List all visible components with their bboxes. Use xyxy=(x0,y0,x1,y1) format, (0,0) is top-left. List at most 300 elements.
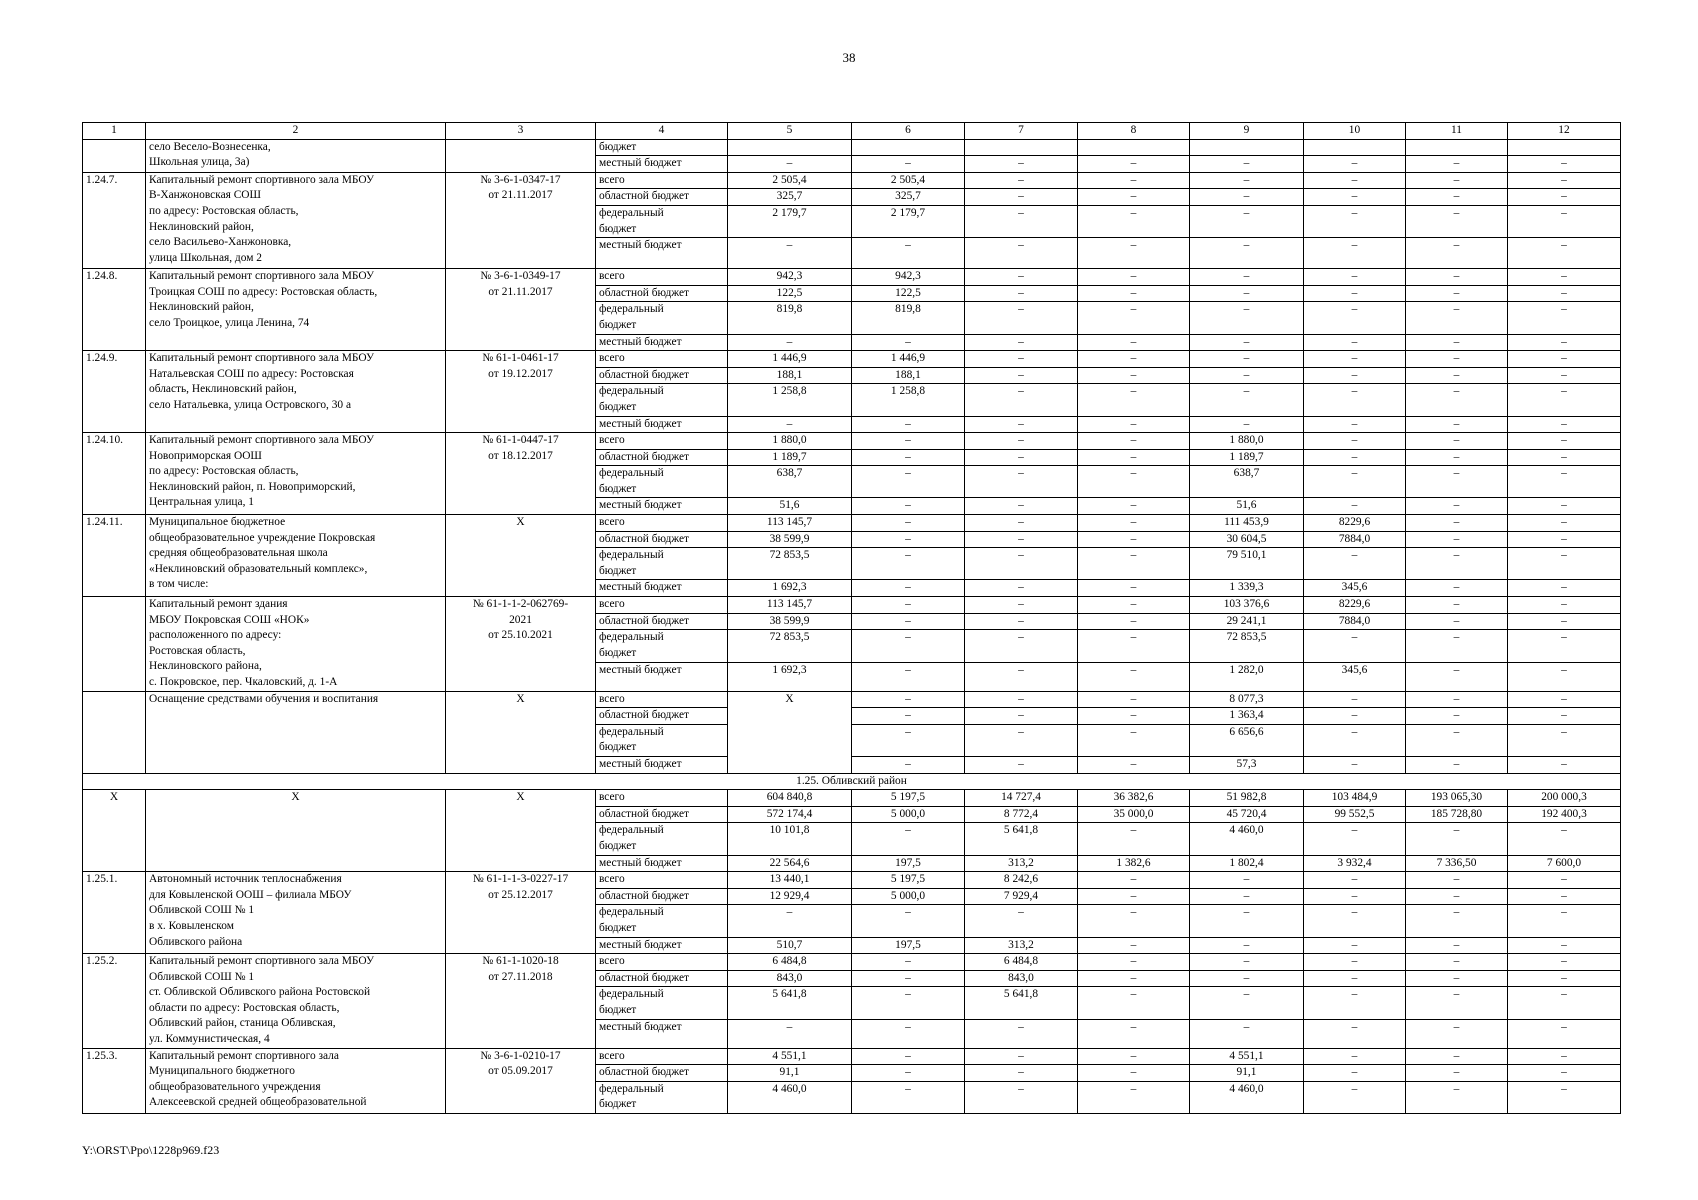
value-cell: – xyxy=(1508,548,1621,580)
budget-label: всего xyxy=(596,515,728,532)
value-cell: – xyxy=(1508,937,1621,954)
value-cell: 1 692,3 xyxy=(728,580,852,597)
value-cell: – xyxy=(1508,691,1621,708)
value-cell: – xyxy=(852,580,965,597)
value-cell: – xyxy=(1078,905,1190,937)
value-cell: 8 772,4 xyxy=(965,806,1078,823)
column-header: 3 xyxy=(446,123,596,140)
value-cell: – xyxy=(1406,351,1508,368)
value-cell: – xyxy=(1190,367,1304,384)
value-cell: 4 551,1 xyxy=(1190,1048,1304,1065)
budget-label: местный бюджет xyxy=(596,498,728,515)
value-cell: – xyxy=(1304,823,1406,855)
value-cell: – xyxy=(1406,238,1508,269)
value-cell: – xyxy=(1078,156,1190,173)
value-cell: – xyxy=(852,905,965,937)
value-cell: – xyxy=(1078,433,1190,450)
value-cell: – xyxy=(965,630,1078,662)
value-cell: – xyxy=(1078,691,1190,708)
value-cell: 2 505,4 xyxy=(852,172,965,189)
value-cell: – xyxy=(1406,724,1508,756)
value-cell: – xyxy=(1508,449,1621,466)
value-cell: – xyxy=(1508,724,1621,756)
value-cell: – xyxy=(1304,1081,1406,1113)
value-cell: – xyxy=(1508,156,1621,173)
value-cell: – xyxy=(852,630,965,662)
value-cell: – xyxy=(1078,466,1190,498)
value-cell: 6 656,6 xyxy=(1190,724,1304,756)
value-cell: – xyxy=(1508,172,1621,189)
value-cell: – xyxy=(1508,1065,1621,1082)
object-name: Капитальный ремонт спортивного зала Муниципального бюджетного общеобразовательного учреждения Алексеевской средней общеобразовательной xyxy=(146,1048,446,1113)
value-cell: 122,5 xyxy=(852,285,965,302)
value-cell: 103 376,6 xyxy=(1190,597,1304,614)
value-cell: 12 929,4 xyxy=(728,888,852,905)
value-cell: – xyxy=(1406,548,1508,580)
value-cell: – xyxy=(1078,205,1190,237)
object-name: Муниципальное бюджетное общеобразовательное учреждение Покровская средняя общеобразовательная школа «Неклиновский образовательный комплекс», в том числе: xyxy=(146,515,446,597)
value-cell: – xyxy=(1508,580,1621,597)
value-cell: – xyxy=(1508,756,1621,773)
budget-label: федеральный бюджет xyxy=(596,384,728,416)
value-cell: 313,2 xyxy=(965,855,1078,872)
budget-label: областной бюджет xyxy=(596,189,728,206)
value-cell: – xyxy=(965,531,1078,548)
value-cell: 638,7 xyxy=(728,466,852,498)
value-cell: – xyxy=(1078,708,1190,725)
value-cell: 197,5 xyxy=(852,855,965,872)
value-cell: 2 179,7 xyxy=(728,205,852,237)
value-cell: – xyxy=(1406,1019,1508,1048)
value-cell: 5 641,8 xyxy=(728,987,852,1019)
value-cell: – xyxy=(1508,351,1621,368)
value-cell: 45 720,4 xyxy=(1190,806,1304,823)
value-cell: – xyxy=(965,515,1078,532)
value-cell: – xyxy=(965,172,1078,189)
value-cell: – xyxy=(1508,1019,1621,1048)
budget-label: федеральный бюджет xyxy=(596,548,728,580)
value-cell: 2 505,4 xyxy=(728,172,852,189)
value-cell: – xyxy=(965,548,1078,580)
budget-label: областной бюджет xyxy=(596,708,728,725)
value-cell: – xyxy=(1508,466,1621,498)
value-cell: – xyxy=(1406,416,1508,433)
value-cell: – xyxy=(1078,1019,1190,1048)
value-cell: 38 599,9 xyxy=(728,613,852,630)
budget-label: федеральный бюджет xyxy=(596,630,728,662)
table-row xyxy=(83,597,1621,614)
table-row xyxy=(83,691,1621,708)
value-cell: – xyxy=(852,1081,965,1113)
value-cell: – xyxy=(965,156,1078,173)
value-cell: – xyxy=(1508,662,1621,691)
value-cell: – xyxy=(852,515,965,532)
value-cell: 510,7 xyxy=(728,937,852,954)
value-cell: – xyxy=(1078,823,1190,855)
value-cell: Х xyxy=(728,691,852,773)
section-row xyxy=(83,773,1621,790)
value-cell xyxy=(1078,139,1190,156)
value-cell: 4 460,0 xyxy=(728,1081,852,1113)
value-cell: – xyxy=(852,691,965,708)
value-cell xyxy=(1406,139,1508,156)
value-cell: – xyxy=(1406,285,1508,302)
value-cell: – xyxy=(1078,724,1190,756)
value-cell: – xyxy=(852,416,965,433)
value-cell: 72 853,5 xyxy=(728,548,852,580)
value-cell: 4 460,0 xyxy=(1190,823,1304,855)
value-cell: – xyxy=(965,580,1078,597)
value-cell: – xyxy=(1406,1065,1508,1082)
value-cell: – xyxy=(965,905,1078,937)
value-cell: 30 604,5 xyxy=(1190,531,1304,548)
value-cell: – xyxy=(1078,531,1190,548)
value-cell: – xyxy=(1190,937,1304,954)
value-cell: – xyxy=(1304,302,1406,334)
value-cell: – xyxy=(1304,630,1406,662)
value-cell: – xyxy=(1406,823,1508,855)
value-cell: – xyxy=(728,1019,852,1048)
table-row xyxy=(83,433,1621,450)
value-cell: – xyxy=(852,156,965,173)
value-cell: 91,1 xyxy=(1190,1065,1304,1082)
value-cell: – xyxy=(1304,954,1406,971)
object-name: Капитальный ремонт спортивного зала МБОУ Троицкая СОШ по адресу: Ростовская область, Неклиновский район, село Троицкое, улица Ленина, 74 xyxy=(146,269,446,351)
object-name: Капитальный ремонт спортивного зала МБОУ Новоприморская ООШ по адресу: Ростовская область, Неклиновский район, п. Новоприморский, Центральная улица, 1 xyxy=(146,433,446,515)
value-cell: 325,7 xyxy=(852,189,965,206)
row-number: 1.25.3. xyxy=(83,1048,146,1113)
value-cell: – xyxy=(1508,954,1621,971)
value-cell: – xyxy=(1304,205,1406,237)
value-cell: – xyxy=(852,466,965,498)
value-cell: – xyxy=(965,367,1078,384)
value-cell: – xyxy=(728,905,852,937)
value-cell: 325,7 xyxy=(728,189,852,206)
value-cell: – xyxy=(1304,1019,1406,1048)
value-cell: – xyxy=(1406,531,1508,548)
value-cell: – xyxy=(1304,238,1406,269)
value-cell: – xyxy=(1406,970,1508,987)
value-cell: 193 065,30 xyxy=(1406,790,1508,807)
value-cell: 6 484,8 xyxy=(728,954,852,971)
value-cell: – xyxy=(1190,334,1304,351)
value-cell: – xyxy=(1190,384,1304,416)
value-cell: – xyxy=(1406,156,1508,173)
value-cell: – xyxy=(1304,756,1406,773)
value-cell: 8229,6 xyxy=(1304,597,1406,614)
value-cell: 572 174,4 xyxy=(728,806,852,823)
row-number: 1.25.1. xyxy=(83,872,146,954)
budget-label: всего xyxy=(596,872,728,889)
value-cell: 51 982,8 xyxy=(1190,790,1304,807)
table-row xyxy=(83,172,1621,189)
value-cell: 5 000,0 xyxy=(852,888,965,905)
value-cell: 604 840,8 xyxy=(728,790,852,807)
document-number: Х xyxy=(446,790,596,872)
budget-label: местный бюджет xyxy=(596,334,728,351)
document-number: № 61-1-0461-17 от 19.12.2017 xyxy=(446,351,596,433)
value-cell: – xyxy=(1304,172,1406,189)
table-row xyxy=(83,872,1621,889)
value-cell: – xyxy=(1406,613,1508,630)
value-cell: – xyxy=(852,597,965,614)
value-cell: – xyxy=(1078,580,1190,597)
value-cell: – xyxy=(1304,367,1406,384)
value-cell: – xyxy=(1508,1081,1621,1113)
value-cell: – xyxy=(965,1081,1078,1113)
value-cell: – xyxy=(728,416,852,433)
value-cell: – xyxy=(1304,433,1406,450)
value-cell: 13 440,1 xyxy=(728,872,852,889)
value-cell: – xyxy=(1078,872,1190,889)
value-cell: – xyxy=(1508,597,1621,614)
budget-label: бюджет xyxy=(596,139,728,156)
value-cell: – xyxy=(965,302,1078,334)
value-cell: – xyxy=(1304,708,1406,725)
table-row xyxy=(83,269,1621,286)
value-cell: – xyxy=(1078,269,1190,286)
value-cell: – xyxy=(965,498,1078,515)
value-cell xyxy=(1190,139,1304,156)
budget-label: федеральный бюджет xyxy=(596,987,728,1019)
value-cell: 638,7 xyxy=(1190,466,1304,498)
value-cell: – xyxy=(1190,1019,1304,1048)
value-cell: – xyxy=(1304,416,1406,433)
value-cell: – xyxy=(1508,238,1621,269)
value-cell: 3 932,4 xyxy=(1304,855,1406,872)
value-cell: – xyxy=(1190,954,1304,971)
budget-label: федеральный бюджет xyxy=(596,302,728,334)
value-cell: 91,1 xyxy=(728,1065,852,1082)
value-cell: – xyxy=(1406,1048,1508,1065)
header-row xyxy=(83,123,1621,140)
value-cell: 843,0 xyxy=(728,970,852,987)
table-row xyxy=(83,1048,1621,1065)
value-cell xyxy=(965,139,1078,156)
value-cell: – xyxy=(965,1065,1078,1082)
value-cell: – xyxy=(1078,970,1190,987)
value-cell: 4 460,0 xyxy=(1190,1081,1304,1113)
value-cell: – xyxy=(1078,302,1190,334)
value-cell: 345,6 xyxy=(1304,662,1406,691)
value-cell: – xyxy=(1508,987,1621,1019)
budget-label: местный бюджет xyxy=(596,580,728,597)
table-row xyxy=(83,351,1621,368)
value-cell: – xyxy=(852,662,965,691)
value-cell: – xyxy=(852,823,965,855)
value-cell xyxy=(728,139,852,156)
value-cell: – xyxy=(1406,367,1508,384)
value-cell: – xyxy=(1304,970,1406,987)
budget-label: всего xyxy=(596,1048,728,1065)
value-cell: – xyxy=(965,433,1078,450)
value-cell: 1 258,8 xyxy=(728,384,852,416)
value-cell: – xyxy=(1304,156,1406,173)
value-cell: 7884,0 xyxy=(1304,613,1406,630)
value-cell: 942,3 xyxy=(728,269,852,286)
value-cell: – xyxy=(1508,433,1621,450)
value-cell: – xyxy=(1078,285,1190,302)
value-cell: – xyxy=(1078,334,1190,351)
value-cell: – xyxy=(852,708,965,725)
value-cell: – xyxy=(1406,662,1508,691)
budget-label: областной бюджет xyxy=(596,285,728,302)
row-number: 1.24.8. xyxy=(83,269,146,351)
value-cell: 5 641,8 xyxy=(965,823,1078,855)
document-number: Х xyxy=(446,515,596,597)
value-cell: – xyxy=(1078,597,1190,614)
value-cell: – xyxy=(1508,498,1621,515)
budget-label: местный бюджет xyxy=(596,238,728,269)
column-header: 6 xyxy=(852,123,965,140)
value-cell: 7884,0 xyxy=(1304,531,1406,548)
row-number: 1.25.2. xyxy=(83,954,146,1049)
value-cell: 1 282,0 xyxy=(1190,662,1304,691)
row-number: 1.24.11. xyxy=(83,515,146,597)
value-cell xyxy=(1508,139,1621,156)
column-header: 5 xyxy=(728,123,852,140)
object-name: Капитальный ремонт спортивного зала МБОУ Обливской СОШ № 1 ст. Обливской Обливского района Ростовской области по адресу: Ростовская область, Обливский район, станица Обливская, ул. Коммунистическая, 4 xyxy=(146,954,446,1049)
value-cell: – xyxy=(1406,302,1508,334)
value-cell: – xyxy=(1508,367,1621,384)
value-cell: 113 145,7 xyxy=(728,515,852,532)
value-cell: – xyxy=(1508,531,1621,548)
value-cell: – xyxy=(1190,872,1304,889)
value-cell xyxy=(852,139,965,156)
value-cell: – xyxy=(965,1048,1078,1065)
value-cell: 8229,6 xyxy=(1304,515,1406,532)
value-cell: – xyxy=(965,756,1078,773)
document-number: № 3-6-1-0210-17 от 05.09.2017 xyxy=(446,1048,596,1113)
object-name: Капитальный ремонт здания МБОУ Покровская СОШ «НОК» расположенного по адресу: Ростовская область, Неклиновского района, с. Покровское, пер. Чкаловский, д. 1-А xyxy=(146,597,446,692)
row-number: 1.24.9. xyxy=(83,351,146,433)
value-cell: – xyxy=(965,1019,1078,1048)
column-header: 4 xyxy=(596,123,728,140)
value-cell: – xyxy=(728,156,852,173)
value-cell: – xyxy=(965,662,1078,691)
object-name: Х xyxy=(146,790,446,872)
value-cell: – xyxy=(852,1019,965,1048)
value-cell: 1 802,4 xyxy=(1190,855,1304,872)
value-cell: – xyxy=(1508,630,1621,662)
value-cell: 197,5 xyxy=(852,937,965,954)
value-cell: – xyxy=(1304,1065,1406,1082)
value-cell: 1 363,4 xyxy=(1190,708,1304,725)
value-cell: – xyxy=(1078,613,1190,630)
object-name: село Весело-Вознесенка, Школьная улица, 3а) xyxy=(146,139,446,172)
value-cell: – xyxy=(1406,872,1508,889)
value-cell: – xyxy=(1078,888,1190,905)
budget-label: областной бюджет xyxy=(596,367,728,384)
value-cell: – xyxy=(1078,384,1190,416)
budget-label: всего xyxy=(596,597,728,614)
document-number: Х xyxy=(446,691,596,773)
value-cell: – xyxy=(852,498,965,515)
column-header: 8 xyxy=(1078,123,1190,140)
value-cell: – xyxy=(1406,466,1508,498)
value-cell: – xyxy=(852,548,965,580)
value-cell: – xyxy=(1078,1065,1190,1082)
value-cell: – xyxy=(965,351,1078,368)
budget-label: областной бюджет xyxy=(596,970,728,987)
budget-label: областной бюджет xyxy=(596,888,728,905)
value-cell: 113 145,7 xyxy=(728,597,852,614)
value-cell: – xyxy=(965,334,1078,351)
value-cell: – xyxy=(1406,433,1508,450)
row-number: 1.24.7. xyxy=(83,172,146,268)
value-cell: 7 336,50 xyxy=(1406,855,1508,872)
document-number xyxy=(446,139,596,172)
budget-label: всего xyxy=(596,269,728,286)
value-cell: – xyxy=(1304,1048,1406,1065)
value-cell: – xyxy=(1406,691,1508,708)
value-cell: – xyxy=(1304,905,1406,937)
value-cell: – xyxy=(1508,888,1621,905)
value-cell: 14 727,4 xyxy=(965,790,1078,807)
column-header: 2 xyxy=(146,123,446,140)
value-cell: – xyxy=(1406,954,1508,971)
value-cell: – xyxy=(1190,269,1304,286)
value-cell: – xyxy=(1406,205,1508,237)
value-cell: 345,6 xyxy=(1304,580,1406,597)
value-cell: – xyxy=(1190,987,1304,1019)
column-header: 12 xyxy=(1508,123,1621,140)
value-cell: – xyxy=(1304,466,1406,498)
value-cell: – xyxy=(1304,351,1406,368)
value-cell: 10 101,8 xyxy=(728,823,852,855)
value-cell: – xyxy=(852,1048,965,1065)
value-cell: – xyxy=(1078,189,1190,206)
value-cell: – xyxy=(965,597,1078,614)
value-cell: – xyxy=(1190,416,1304,433)
value-cell: – xyxy=(1406,384,1508,416)
row-number: Х xyxy=(83,790,146,872)
value-cell: – xyxy=(1304,189,1406,206)
value-cell: – xyxy=(1190,302,1304,334)
value-cell: 313,2 xyxy=(965,937,1078,954)
value-cell: 7 600,0 xyxy=(1508,855,1621,872)
budget-label: местный бюджет xyxy=(596,1019,728,1048)
document-number: № 61-1-1020-18 от 27.11.2018 xyxy=(446,954,596,1049)
value-cell: – xyxy=(1508,872,1621,889)
value-cell: 103 484,9 xyxy=(1304,790,1406,807)
value-cell: 72 853,5 xyxy=(728,630,852,662)
value-cell: – xyxy=(1508,905,1621,937)
value-cell: 1 382,6 xyxy=(1078,855,1190,872)
budget-label: местный бюджет xyxy=(596,937,728,954)
value-cell: 1 339,3 xyxy=(1190,580,1304,597)
value-cell: 5 197,5 xyxy=(852,790,965,807)
table-row xyxy=(83,515,1621,532)
value-cell: – xyxy=(1190,156,1304,173)
value-cell: – xyxy=(1406,580,1508,597)
value-cell: – xyxy=(1078,756,1190,773)
value-cell: 843,0 xyxy=(965,970,1078,987)
value-cell: – xyxy=(1078,937,1190,954)
value-cell: 72 853,5 xyxy=(1190,630,1304,662)
value-cell: – xyxy=(1508,302,1621,334)
value-cell: – xyxy=(1406,987,1508,1019)
object-name: Автономный источник теплоснабжения для Ковыленской ООШ – филиала МБОУ Обливской СОШ № 1 в х. Ковыленском Обливского района xyxy=(146,872,446,954)
row-number xyxy=(83,139,146,172)
value-cell: – xyxy=(1406,597,1508,614)
value-cell: – xyxy=(1508,708,1621,725)
value-cell: – xyxy=(1508,970,1621,987)
value-cell: 7 929,4 xyxy=(965,888,1078,905)
value-cell: – xyxy=(852,1065,965,1082)
value-cell: 4 551,1 xyxy=(728,1048,852,1065)
value-cell: – xyxy=(1508,613,1621,630)
